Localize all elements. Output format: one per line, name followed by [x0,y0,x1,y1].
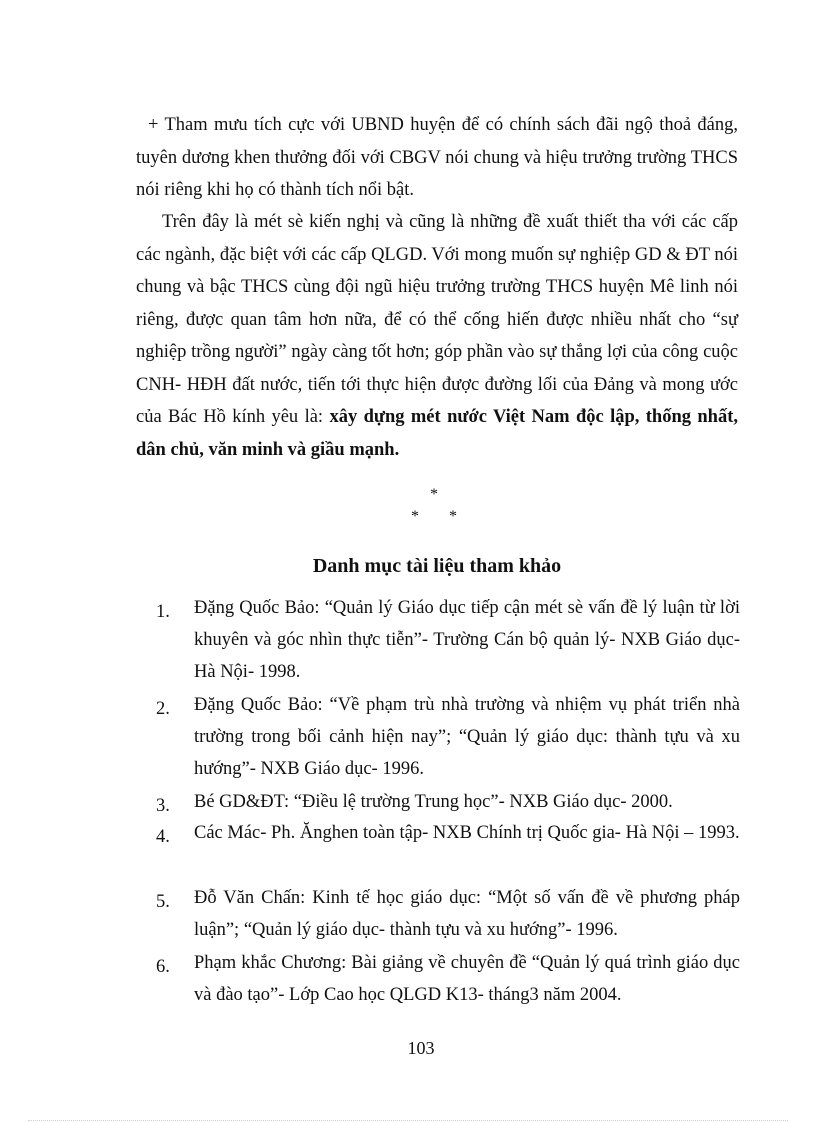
reference-number: 4. [156,827,170,847]
reference-text: Phạm khắc Chương: Bài giảng về chuyên đề “Quản lý quá trình giáo dục và đào tạo”- Lớp Cao học QLGD K13- tháng3 năm 2004. [194,953,740,1005]
reference-number: 5. [156,892,170,912]
reference-item [156,592,740,688]
paragraph-bold-text: xây dựng mét nước Việt Nam độc lập, thống nhất, dân chủ, văn minh và giầu mạnh. [136,407,738,460]
separator-asterisk-bottom: * * [411,508,457,525]
reference-item [156,882,740,946]
reference-item [156,947,740,1011]
page-number: 103 [407,1038,435,1058]
paragraph-text: + Tham mưu tích cực với UBND huyện để có chính sách đãi ngộ thoả đáng, tuyên dương khen thưởng đối với CBGV nói chung và hiệu trưởng trường THCS nói riêng khi họ có thành tích nổi bật. [136,115,738,200]
reference-number: 2. [156,699,170,719]
reference-text: Đỗ Văn Chấn: Kinh tế học giáo dục: “Một số vấn đề về phương pháp luận”; “Quản lý giáo dục- thành tựu và xu hướng”- 1996. [194,888,740,940]
reference-item [156,689,740,785]
reference-number: 3. [156,796,170,816]
paragraph-recommendation [136,109,738,207]
reference-text: Bé GD&ĐT: “Điều lệ trường Trung học”- NXB Giáo dục- 2000. [194,792,673,812]
reference-number: 1. [156,602,170,622]
separator-asterisk-top: * [430,486,438,503]
paragraph-text: Trên đây là mét sè kiến nghị và cũng là những đề xuất thiết tha với các cấp các ngành, đặc biệt với các cấp QLGD. Với mong muốn sự nghiệp GD & ĐT nói chung và bậc THCS cùng đội ngũ hiệu trưởng trường THCS huyện Mê linh nói riêng, được quan tâm hơn nữa, để có thể cống hiến được nhiều nhất cho “sự nghiệp trồng người” ngày càng tốt hơn; góp phần vào sự thắng lợi của công cuộc CNH- HĐH đất nước, tiến tới thực hiện được đường lối của Đảng và mong ước của Bác Hồ kính yêu là: [136,212,738,427]
references-title: Danh mục tài liệu tham khảo [312,555,562,577]
page-bottom-divider [28,1120,788,1121]
reference-text: Các Mác- Ph. Ănghen toàn tập- NXB Chính trị Quốc gia- Hà Nội – 1993. [194,823,740,843]
reference-item [156,817,740,849]
reference-text: Đặng Quốc Bảo: “Về phạm trù nhà trường và nhiệm vụ phát triển nhà trường trong bối cảnh hiện nay”; “Quản lý giáo dục: thành tựu và xu hướng”- NXB Giáo dục- 1996. [194,695,740,779]
reference-text: Đặng Quốc Bảo: “Quản lý Giáo dục tiếp cận mét sè vấn đề lý luận từ lời khuyên và góc nhìn thực tiễn”- Trường Cán bộ quản lý- NXB Giáo dục- Hà Nội- 1998. [194,598,740,682]
paragraph-conclusion [136,206,738,466]
reference-item [156,786,740,818]
reference-number: 6. [156,957,170,977]
